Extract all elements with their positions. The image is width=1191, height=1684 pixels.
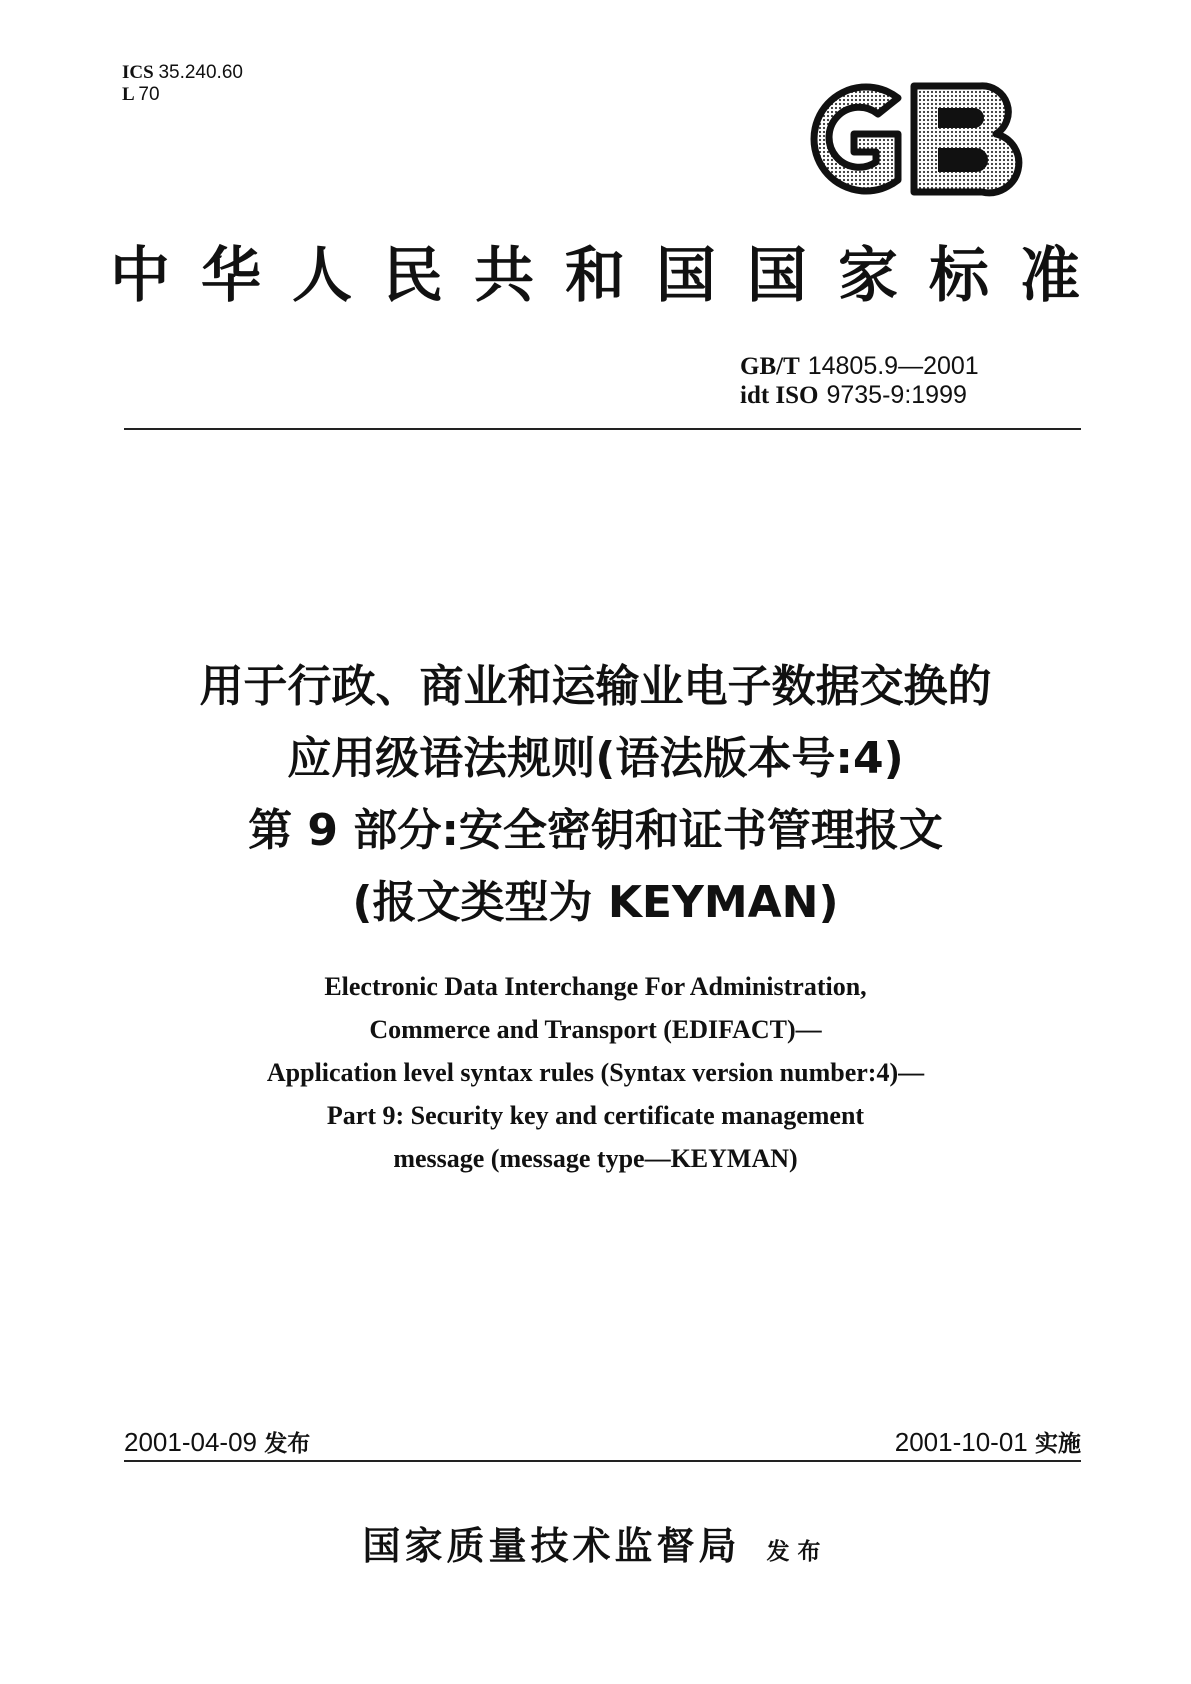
national-standard-title: 中华人民共和国国家标准: [110, 241, 1111, 311]
chinese-title-line: (报文类型为 KEYMAN): [352, 877, 839, 928]
implement-date-block: [895, 1425, 1081, 1458]
logo-text: GB: [790, 78, 792, 79]
ccs-label: L: [122, 84, 134, 105]
gb-logo: [790, 78, 1026, 200]
standard-id-label: GB/T: [740, 353, 800, 380]
english-title-line: Application level syntax rules (Syntax version number:4)—: [266, 1058, 925, 1087]
chinese-title: [0, 651, 1191, 939]
chinese-title-line: 应用级语法规则(语法版本号:4): [287, 733, 904, 784]
idt-label: idt ISO: [740, 382, 819, 409]
implement-label: 实施: [1035, 1431, 1081, 1457]
header-divider: [124, 428, 1081, 430]
ics-label: ICS: [122, 62, 154, 83]
classification-codes: [122, 62, 243, 106]
implement-date: 2001-10-01: [894, 1427, 1028, 1457]
ccs-line: [122, 84, 243, 106]
dates-row: [124, 1425, 1081, 1458]
publisher-suffix: 发布: [766, 1539, 829, 1565]
publisher: [0, 1515, 1191, 1570]
standard-id-number: 14805.9—2001: [807, 352, 979, 380]
issue-date: 2001-04-09: [124, 1427, 257, 1457]
english-title-line: Commerce and Transport (EDIFACT)—: [369, 1015, 822, 1044]
english-title-line: Electronic Data Interchange For Administration,: [324, 972, 867, 1001]
ics-line: [122, 62, 243, 84]
standard-identifiers: [740, 352, 979, 410]
english-title-line: Part 9: Security key and certificate management: [326, 1101, 865, 1130]
chinese-title-line: 用于行政、商业和运输业电子数据交换的: [199, 661, 992, 712]
ics-code: 35.240.60: [158, 62, 243, 83]
issue-date-block: [124, 1427, 310, 1457]
english-title: [0, 965, 1191, 1180]
issue-label: 发布: [264, 1431, 311, 1457]
chinese-title-line: 第 9 部分:安全密钥和证书管理报文: [248, 805, 943, 856]
ccs-code: 70: [138, 84, 160, 105]
publisher-name: 国家质量技术监督局: [362, 1523, 741, 1568]
standard-id-line: [740, 352, 979, 381]
english-title-line: message (message type—KEYMAN): [393, 1144, 798, 1173]
idt-number: 9735-9:1999: [826, 381, 967, 409]
footer-divider: [124, 1460, 1081, 1462]
idt-line: [740, 381, 979, 410]
